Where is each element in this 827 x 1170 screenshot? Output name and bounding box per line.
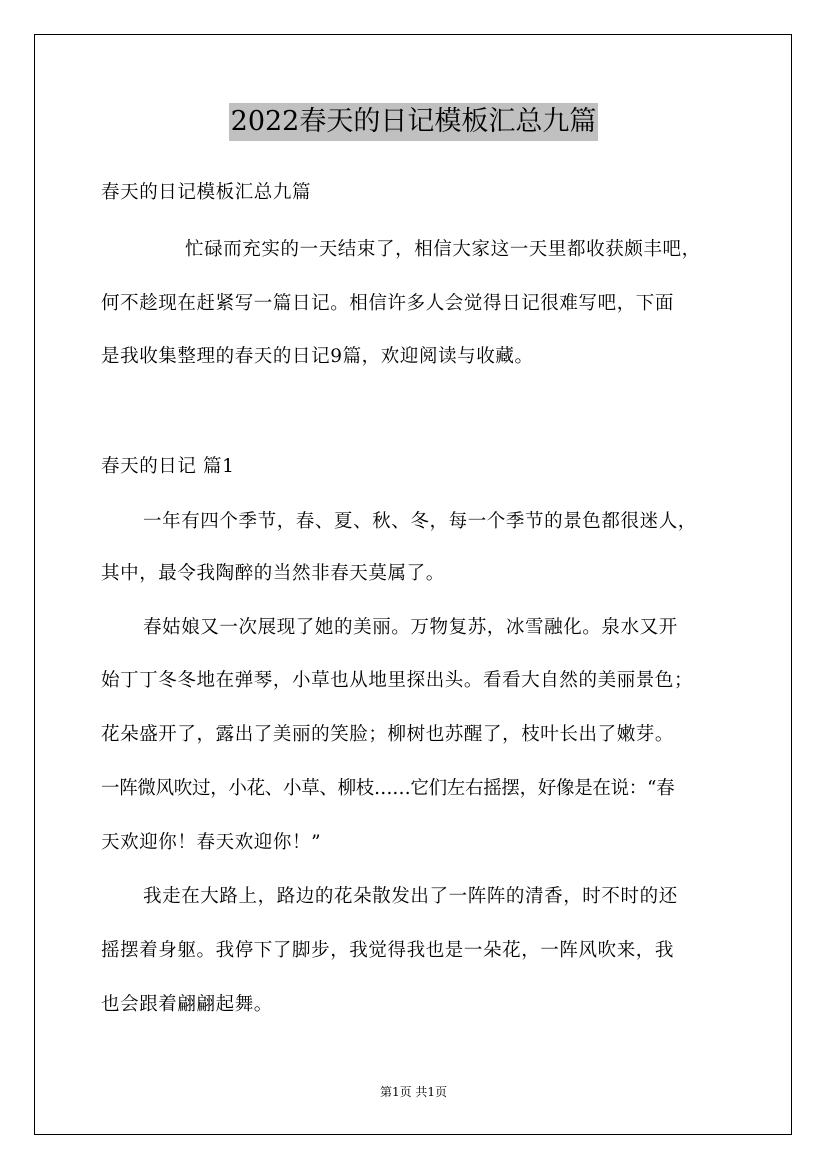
intro-line: 忙碌而充实的一天结束了，相信大家这一天里都收获颇丰吧，: [185, 239, 701, 260]
body-line: 天欢迎你！春天欢迎你！”: [101, 832, 322, 853]
document-title: 2022春天的日记模板汇总九篇: [229, 103, 599, 141]
body-line: 一阵微风吹过，小花、小草、柳枝……它们左右摇摆，好像是在说：“春: [101, 778, 675, 799]
section-heading: 春天的日记 篇1: [101, 456, 235, 477]
body-line: 花朵盛开了，露出了美丽的笑脸；柳树也苏醒了，枝叶长出了嫩芽。: [101, 724, 675, 745]
body-line: 也会跟着翩翩起舞。: [101, 994, 273, 1015]
body-line: 我走在大路上，路边的花朵散发出了一阵阵的清香，时不时的还: [143, 886, 678, 907]
body-line: 一年有四个季节，春、夏、秋、冬，每一个季节的景色都很迷人，: [143, 511, 697, 532]
subtitle: 春天的日记模板汇总九篇: [101, 182, 312, 203]
body-line: 春姑娘又一次展现了她的美丽。万物复苏，冰雪融化。泉水又开: [143, 617, 678, 638]
body-line: 始丁丁冬冬地在弹琴，小草也从地里探出头。看看大自然的美丽景色；: [101, 670, 694, 691]
intro-line: 是我收集整理的春天的日记9篇，欢迎阅读与收藏。: [101, 346, 534, 367]
page-footer: 第1页 共1页: [379, 1085, 448, 1099]
title-container: [0, 103, 827, 141]
intro-line: 何不趁现在赶紧写一篇日记。相信许多人会觉得日记很难写吧，下面: [101, 293, 675, 314]
body-line: 其中，最令我陶醉的当然非春天莫属了。: [101, 563, 445, 584]
body-line: 摇摆着身躯。我停下了脚步，我觉得我也是一朵花，一阵风吹来，我: [101, 940, 675, 961]
